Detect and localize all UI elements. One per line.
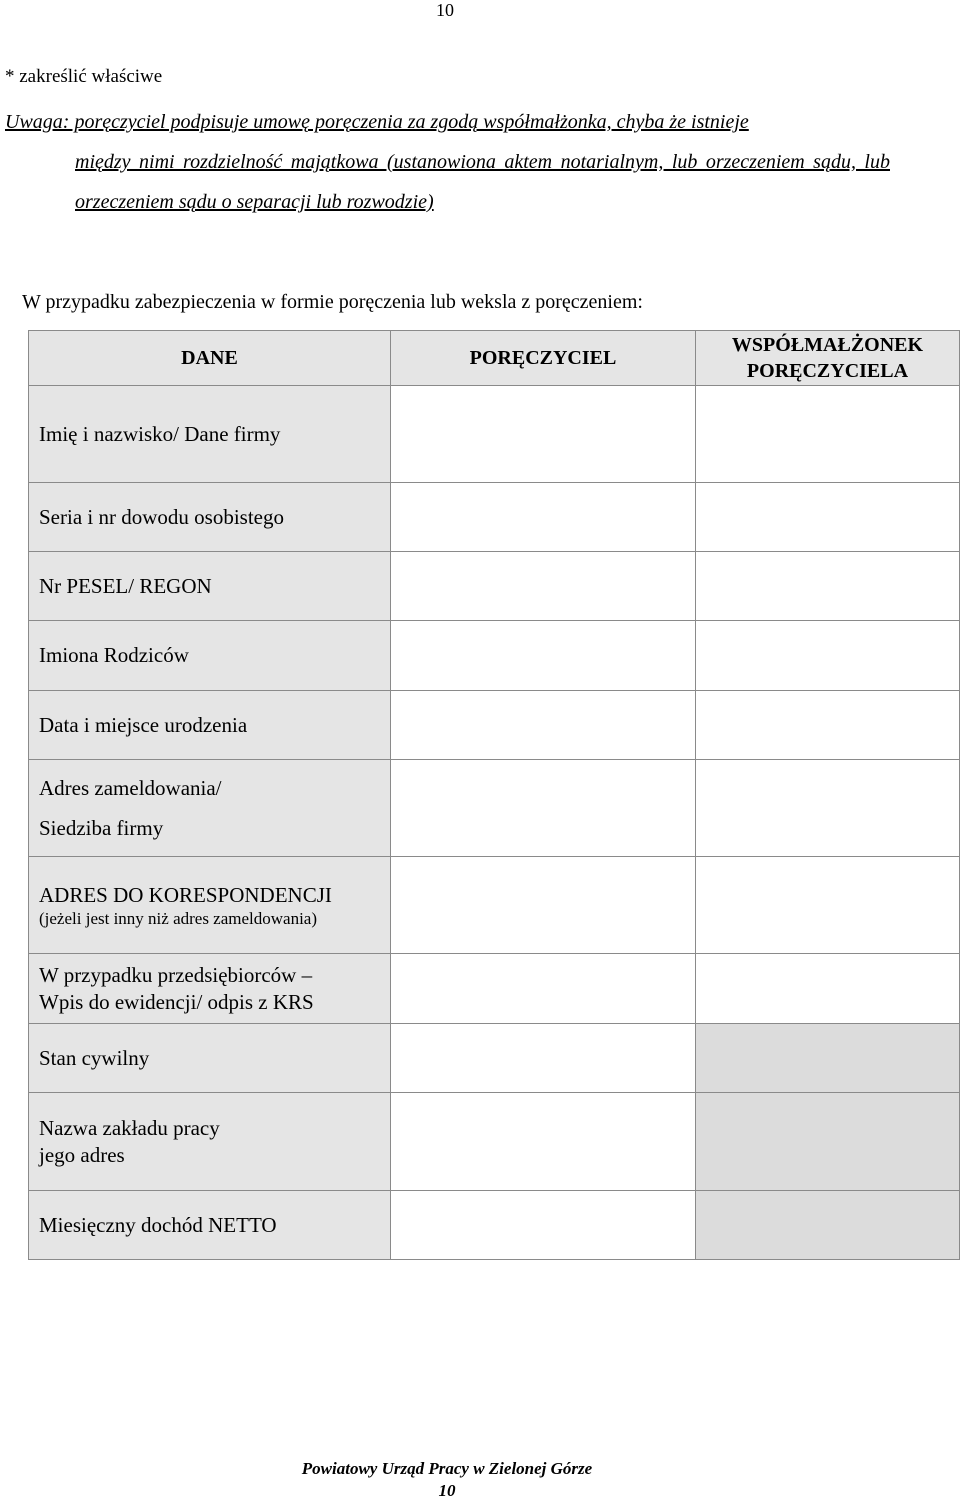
wspolmalzonek-adres-cell[interactable] — [696, 760, 960, 857]
row-label-adres-korespondencji — [29, 857, 391, 954]
row-label-line-2: Siedziba firmy — [39, 816, 164, 840]
wspolmalzonek-imie-nazwisko-cell[interactable] — [696, 386, 960, 483]
footnote: * zakreślić właściwe — [5, 66, 163, 87]
wspolmalzonek-dowod-cell[interactable] — [696, 483, 960, 552]
poreczyciel-adres-cell[interactable] — [391, 760, 696, 857]
poreczyciel-dowod-cell[interactable] — [391, 483, 696, 552]
row-label-note: (jeżeli jest inny niż adres zameldowania) — [39, 908, 318, 928]
wspolmalzonek-krs-cell[interactable] — [696, 954, 960, 1024]
wspolmalzonek-adres-korespondencji-cell[interactable] — [696, 857, 960, 954]
table-row — [29, 857, 960, 954]
row-label-line-1: W przypadku przedsiębiorców – — [39, 962, 313, 987]
intro-text: W przypadku zabezpieczenia w formie poręczenia lub weksla z poręczeniem: — [22, 291, 643, 313]
row-label-line-2: Wpis do ewidencji/ odpis z KRS — [39, 989, 314, 1014]
row-label-imie-nazwisko: Imię i nazwisko/ Dane firmy — [29, 386, 391, 483]
row-label-zaklad-pracy — [29, 1093, 391, 1191]
header-wspolmalzonek: WSPÓŁMAŁŻONEK PORĘCZYCIELA — [696, 331, 960, 386]
poreczyciel-stan-cywilny-cell[interactable] — [391, 1024, 696, 1093]
wspolmalzonek-pesel-cell[interactable] — [696, 552, 960, 621]
warning-note — [5, 102, 890, 222]
table-row — [29, 760, 960, 857]
row-label-dochod: Miesięczny dochód NETTO — [29, 1191, 391, 1260]
wspolmalzonek-imiona-rodzicow-cell[interactable] — [696, 621, 960, 691]
poreczyciel-imiona-rodzicow-cell[interactable] — [391, 621, 696, 691]
row-label-line-1: Adres zameldowania/ — [39, 776, 222, 800]
row-label-pesel: Nr PESEL/ REGON — [29, 552, 391, 621]
wspolmalzonek-zaklad-pracy-cell-shaded — [696, 1093, 960, 1191]
page-number-top: 10 — [436, 0, 454, 20]
footer-office: Powiatowy Urząd Pracy w Zielonej Górze — [301, 1459, 593, 1478]
row-label-line-1: ADRES DO KORESPONDENCJI — [39, 882, 332, 907]
poreczyciel-krs-cell[interactable] — [391, 954, 696, 1024]
poreczyciel-zaklad-pracy-cell[interactable] — [391, 1093, 696, 1191]
poreczyciel-imie-nazwisko-cell[interactable] — [391, 386, 696, 483]
row-label-imiona-rodzicow: Imiona Rodziców — [29, 621, 391, 691]
table-row — [29, 691, 960, 760]
header-dane: DANE — [29, 331, 391, 386]
row-label-data-urodzenia: Data i miejsce urodzenia — [29, 691, 391, 760]
row-label-line-1: Nazwa zakładu pracy — [39, 1115, 220, 1140]
row-label-stan-cywilny: Stan cywilny — [29, 1024, 391, 1093]
page-footer — [0, 1458, 894, 1502]
table-row — [29, 1024, 960, 1093]
table-row — [29, 386, 960, 483]
wspolmalzonek-dochod-cell-shaded — [696, 1191, 960, 1260]
table-header-row — [29, 331, 960, 386]
warning-line-1: Uwaga: poręczyciel podpisuje umowę poręczenia za zgodą współmałżonka, chyba że istnieje — [5, 111, 749, 133]
row-label-dowod: Seria i nr dowodu osobistego — [29, 483, 391, 552]
poreczyciel-data-urodzenia-cell[interactable] — [391, 691, 696, 760]
poreczyciel-adres-korespondencji-cell[interactable] — [391, 857, 696, 954]
wspolmalzonek-stan-cywilny-cell-shaded — [696, 1024, 960, 1093]
table-row — [29, 954, 960, 1024]
row-label-adres-zameldowania — [29, 760, 391, 857]
table-row — [29, 1191, 960, 1260]
table-row — [29, 621, 960, 691]
guarantor-data-table — [28, 330, 960, 1260]
wspolmalzonek-data-urodzenia-cell[interactable] — [696, 691, 960, 760]
poreczyciel-pesel-cell[interactable] — [391, 552, 696, 621]
header-poreczyciel: PORĘCZYCIEL — [391, 331, 696, 386]
table-row — [29, 552, 960, 621]
warning-rest: między nimi rozdzielność majątkowa (ustanowiona aktem notarialnym, lub orzeczeniem sądu, lub orzeczeniem sądu o separacji lub rozwodzie) — [75, 151, 890, 213]
row-label-line-2: jego adres — [39, 1142, 125, 1167]
row-label-przedsiebiorcy — [29, 954, 391, 1024]
footer-page-number: 10 — [438, 1481, 456, 1500]
poreczyciel-dochod-cell[interactable] — [391, 1191, 696, 1260]
table-row — [29, 483, 960, 552]
table-row — [29, 1093, 960, 1191]
